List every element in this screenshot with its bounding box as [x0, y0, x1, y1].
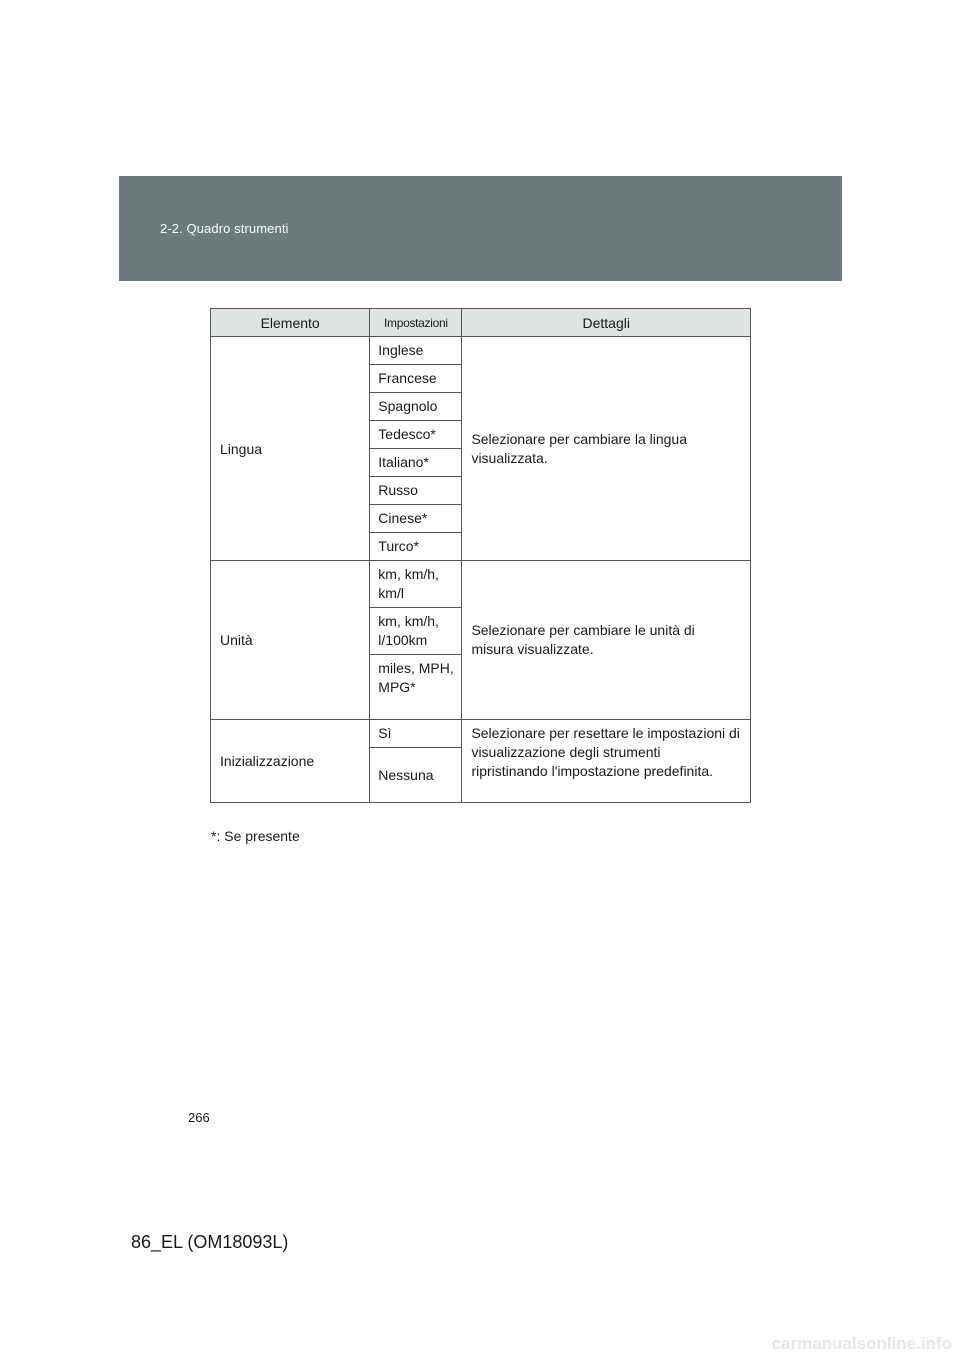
element-cell-unita: Unità — [211, 561, 370, 720]
column-header-impostazioni: Impostazioni — [370, 309, 462, 337]
table-header-row — [211, 309, 751, 337]
section-title: 2-2. Quadro strumenti — [160, 221, 289, 236]
detail-cell-unita: Selezionare per cambiare le unità di misura visualizzate. — [462, 561, 751, 720]
column-header-dettagli: Dettagli — [462, 309, 751, 337]
option-cell: miles, MPH, MPG* — [370, 655, 462, 720]
option-cell: Turco* — [370, 533, 462, 561]
column-header-elemento: Elemento — [211, 309, 370, 337]
element-cell-lingua: Lingua — [211, 337, 370, 561]
option-cell: km, km/h, l/100km — [370, 608, 462, 655]
option-cell: Spagnolo — [370, 393, 462, 421]
option-cell: Sì — [370, 720, 462, 748]
option-cell: Nessuna — [370, 748, 462, 803]
page-number: 266 — [188, 1110, 210, 1125]
option-cell: Russo — [370, 477, 462, 505]
document-code: 86_EL (OM18093L) — [131, 1232, 289, 1252]
table-row — [211, 337, 751, 365]
option-cell: Cinese* — [370, 505, 462, 533]
table-row — [211, 561, 751, 608]
section-header-band — [119, 176, 842, 281]
detail-cell-lingua: Selezionare per cambiare la lingua visualizzata. — [462, 337, 751, 561]
element-cell-inizializzazione: Inizializzazione — [211, 720, 370, 803]
option-cell: Francese — [370, 365, 462, 393]
table-row — [211, 720, 751, 748]
option-cell: Tedesco* — [370, 421, 462, 449]
footnote: *: Se presente — [211, 828, 300, 844]
watermark-logo — [694, 1332, 954, 1354]
option-cell: km, km/h, km/l — [370, 561, 462, 608]
settings-table — [210, 308, 751, 803]
watermark-text: carmanualsonline.info — [771, 1334, 952, 1353]
option-cell: Inglese — [370, 337, 462, 365]
detail-cell-inizializzazione: Selezionare per resettare le impostazioni di visualizzazione degli strumenti ripristinando l'impostazione predefinita. — [462, 720, 751, 803]
option-cell: Italiano* — [370, 449, 462, 477]
